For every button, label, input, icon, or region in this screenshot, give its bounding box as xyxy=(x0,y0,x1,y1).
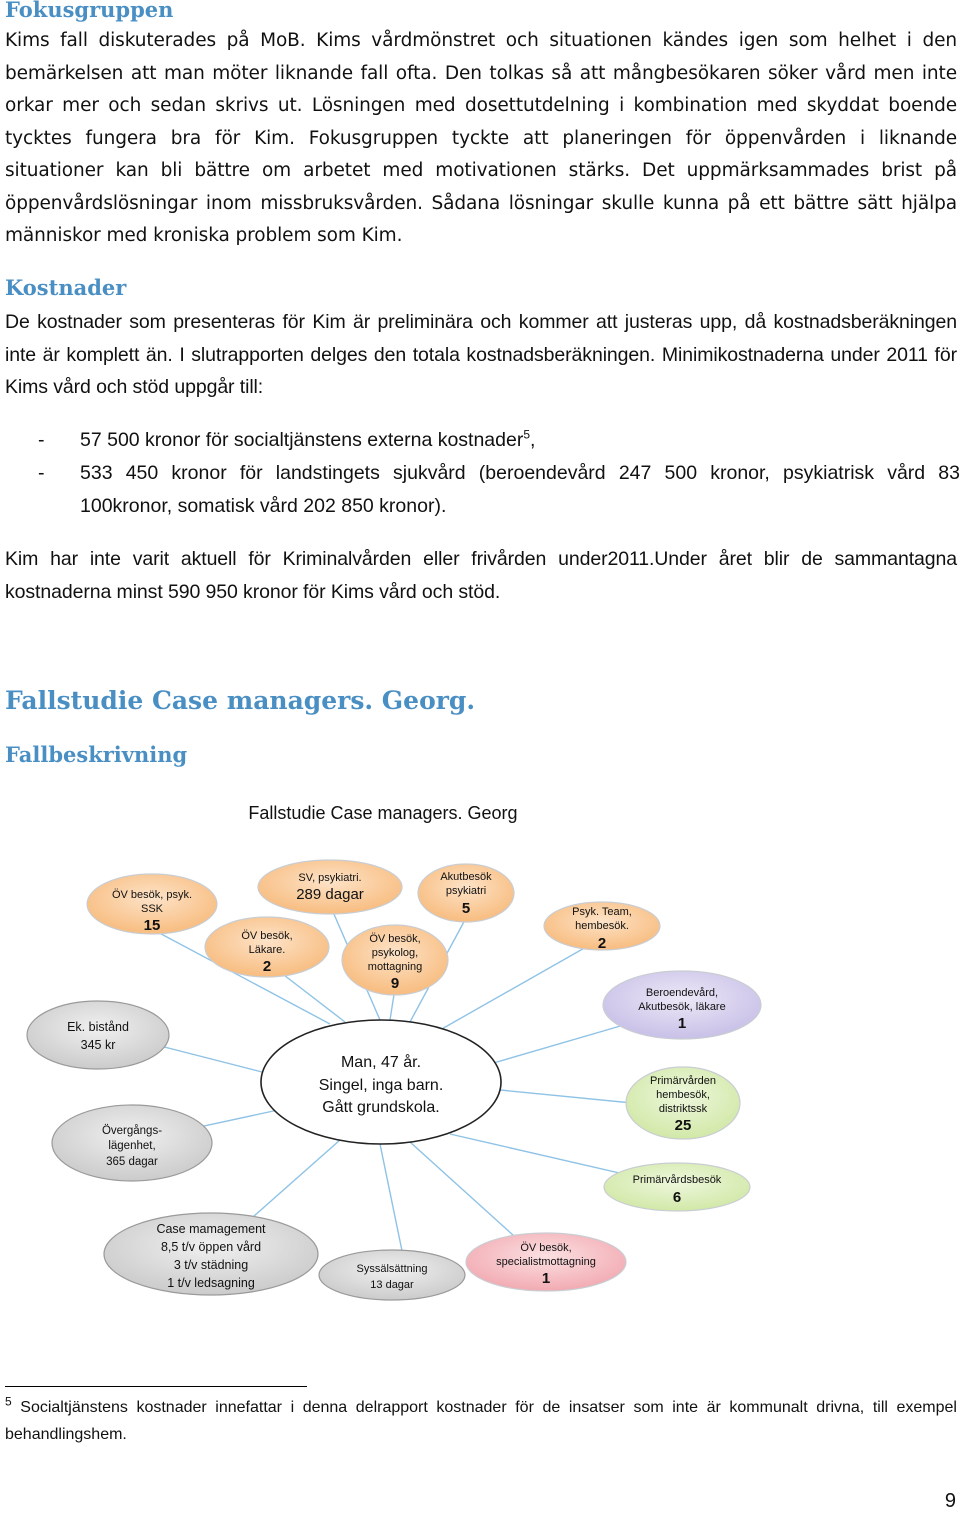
svg-text:365 dagar: 365 dagar xyxy=(106,1156,158,1168)
list-item-suffix: , xyxy=(530,429,536,451)
svg-text:ÖV besök,: ÖV besök, xyxy=(241,930,293,942)
node-ek-bistand xyxy=(27,1001,169,1069)
list-dash: - xyxy=(38,462,45,484)
paragraph-fokusgruppen: Kims fall diskuterades på MoB. Kims vårdmönstret och situationen kändes igen som helhet i den bemärkelsen att man möter liknande fall ofta. Den tolkas så att mångbesökaren söker vård men inte orkar mer och sedan skrivs ut. Lösningen med dosettutdelning i kombination med skyddat boende tycktes fungera bra för Kim. Fokusgruppen tyckte att planeringen för öppenvården i liknande situationer kan bli bättre om arbetet med motivationen stärks. Det uppmärksammades brist på öppenvårdslösningar inom missbruksvården. Sådana lösningar skulle kunna på ett bättre sätt hjälpa människor med kroniska problem som Kim. xyxy=(5,30,957,246)
svg-text:Primärvårdsbesök: Primärvårdsbesök xyxy=(632,1174,722,1186)
heading-kostnader: Kostnader xyxy=(5,275,127,300)
list-item-text: 533 450 kronor för landstingets sjukvård (beroendevård 247 500 kronor, psykiatrisk vård 83 100kronor, somatisk vård 202 850 kronor). xyxy=(80,462,960,517)
svg-text:289 dagar: 289 dagar xyxy=(296,886,364,903)
svg-text:Man, 47 år.: Man, 47 år. xyxy=(340,1054,422,1071)
section-title-georg: Fallstudie Case managers. Georg. xyxy=(5,686,476,715)
svg-text:Akutbesök, läkare: Akutbesök, läkare xyxy=(638,1001,726,1013)
svg-text:ÖV besök,: ÖV besök, xyxy=(520,1242,572,1254)
svg-text:ÖV besök,: ÖV besök, xyxy=(369,933,421,945)
diagram-title: Fallstudie Case managers. Georg xyxy=(248,803,518,823)
svg-text:9: 9 xyxy=(390,975,400,992)
node-primarvarden xyxy=(626,1067,740,1139)
svg-text:6: 6 xyxy=(672,1189,682,1206)
svg-text:2: 2 xyxy=(597,935,607,952)
svg-text:25: 25 xyxy=(674,1117,692,1134)
svg-text:Singel, inga barn.: Singel, inga barn. xyxy=(318,1077,444,1094)
node-akutbesok xyxy=(418,864,514,922)
svg-text:hembesök.: hembesök. xyxy=(575,920,629,932)
case-diagram xyxy=(0,790,960,1310)
node-sv-psykiatri xyxy=(258,860,402,914)
node-center xyxy=(261,1020,501,1144)
node-psyk-team xyxy=(544,902,660,952)
svg-text:ÖV besök, psyk.: ÖV besök, psyk. xyxy=(111,889,193,901)
footnote-rule xyxy=(5,1386,307,1387)
svg-text:8,5 t/v öppen vård: 8,5 t/v öppen vård xyxy=(160,1240,262,1254)
svg-text:psykiatri: psykiatri xyxy=(445,885,487,897)
node-overgang xyxy=(52,1105,212,1181)
list-item-text: 57 500 kronor för socialtjänstens externa kostnader xyxy=(80,429,524,451)
svg-text:Ek. bistånd: Ek. bistånd xyxy=(67,1020,129,1034)
node-ov-psyk-ssk xyxy=(87,874,217,934)
heading-fallbeskrivning: Fallbeskrivning xyxy=(5,742,188,767)
node-syssel xyxy=(319,1250,465,1300)
svg-text:2: 2 xyxy=(262,958,272,975)
node-primarvardsbesok xyxy=(604,1163,750,1211)
node-ov-lakare xyxy=(205,917,329,977)
svg-text:specialistmottagning: specialistmottagning xyxy=(496,1256,596,1268)
footnote xyxy=(5,1394,957,1448)
list-dash: - xyxy=(38,429,45,451)
node-ov-psykolog xyxy=(342,925,448,995)
svg-text:distriktssk: distriktssk xyxy=(658,1103,708,1115)
svg-text:SSK: SSK xyxy=(140,903,164,915)
svg-text:Primärvården: Primärvården xyxy=(649,1075,717,1087)
heading-fokusgruppen: Fokusgruppen xyxy=(5,0,174,22)
footnote-ref: 5 xyxy=(523,427,531,442)
svg-text:15: 15 xyxy=(143,917,161,934)
node-case-mgmt xyxy=(104,1213,318,1295)
svg-text:1 t/v ledsagning: 1 t/v ledsagning xyxy=(167,1276,255,1290)
paragraph-kostnader: De kostnader som presenteras för Kim är preliminära och kommer att justeras upp, då kostnadsberäkningen inte är komplett än. I slutrapporten delges den totala kostnadsberäkningen. Minimikostnaderna under 2011 för Kims vård och stöd uppgår till: xyxy=(5,311,957,398)
footnote-number: 5 xyxy=(5,1394,12,1409)
svg-text:3 t/v städning: 3 t/v städning xyxy=(173,1258,249,1272)
node-specialist xyxy=(466,1233,626,1291)
svg-text:Läkare.: Läkare. xyxy=(248,944,286,956)
svg-text:Beroendevård,: Beroendevård, xyxy=(645,987,719,999)
svg-text:mottagning: mottagning xyxy=(367,961,423,973)
svg-text:lägenhet,: lägenhet, xyxy=(108,1140,156,1152)
svg-text:1: 1 xyxy=(677,1015,687,1032)
svg-text:1: 1 xyxy=(541,1270,551,1287)
svg-text:Case mamagement: Case mamagement xyxy=(156,1222,266,1236)
footnote-text: Socialtjänstens kostnader innefattar i denna delrapport kostnader för de insatser som inte är kommunalt drivna, till exempel behandlingshem. xyxy=(5,1399,957,1443)
svg-text:345 kr: 345 kr xyxy=(80,1038,116,1052)
svg-text:Psyk. Team,: Psyk. Team, xyxy=(572,906,632,918)
svg-text:psykolog,: psykolog, xyxy=(371,947,419,959)
svg-text:hembesök,: hembesök, xyxy=(656,1089,710,1101)
svg-text:13 dagar: 13 dagar xyxy=(370,1279,414,1291)
page-number: 9 xyxy=(944,1490,956,1512)
svg-text:Gått grundskola.: Gått grundskola. xyxy=(322,1099,440,1116)
node-beroendevard xyxy=(603,971,761,1039)
paragraph-closing: Kim har inte varit aktuell för Kriminalvården eller frivården under2011.Under året blir de sammantagna kostnaderna minst 590 950 kronor för Kims vård och stöd. xyxy=(5,548,957,603)
svg-text:Syssälsättning: Syssälsättning xyxy=(356,1263,428,1275)
svg-text:Övergångs-: Övergångs- xyxy=(101,1125,163,1137)
svg-text:5: 5 xyxy=(461,900,471,917)
svg-text:SV, psykiatri.: SV, psykiatri. xyxy=(298,872,362,884)
svg-text:Akutbesök: Akutbesök xyxy=(440,871,492,883)
